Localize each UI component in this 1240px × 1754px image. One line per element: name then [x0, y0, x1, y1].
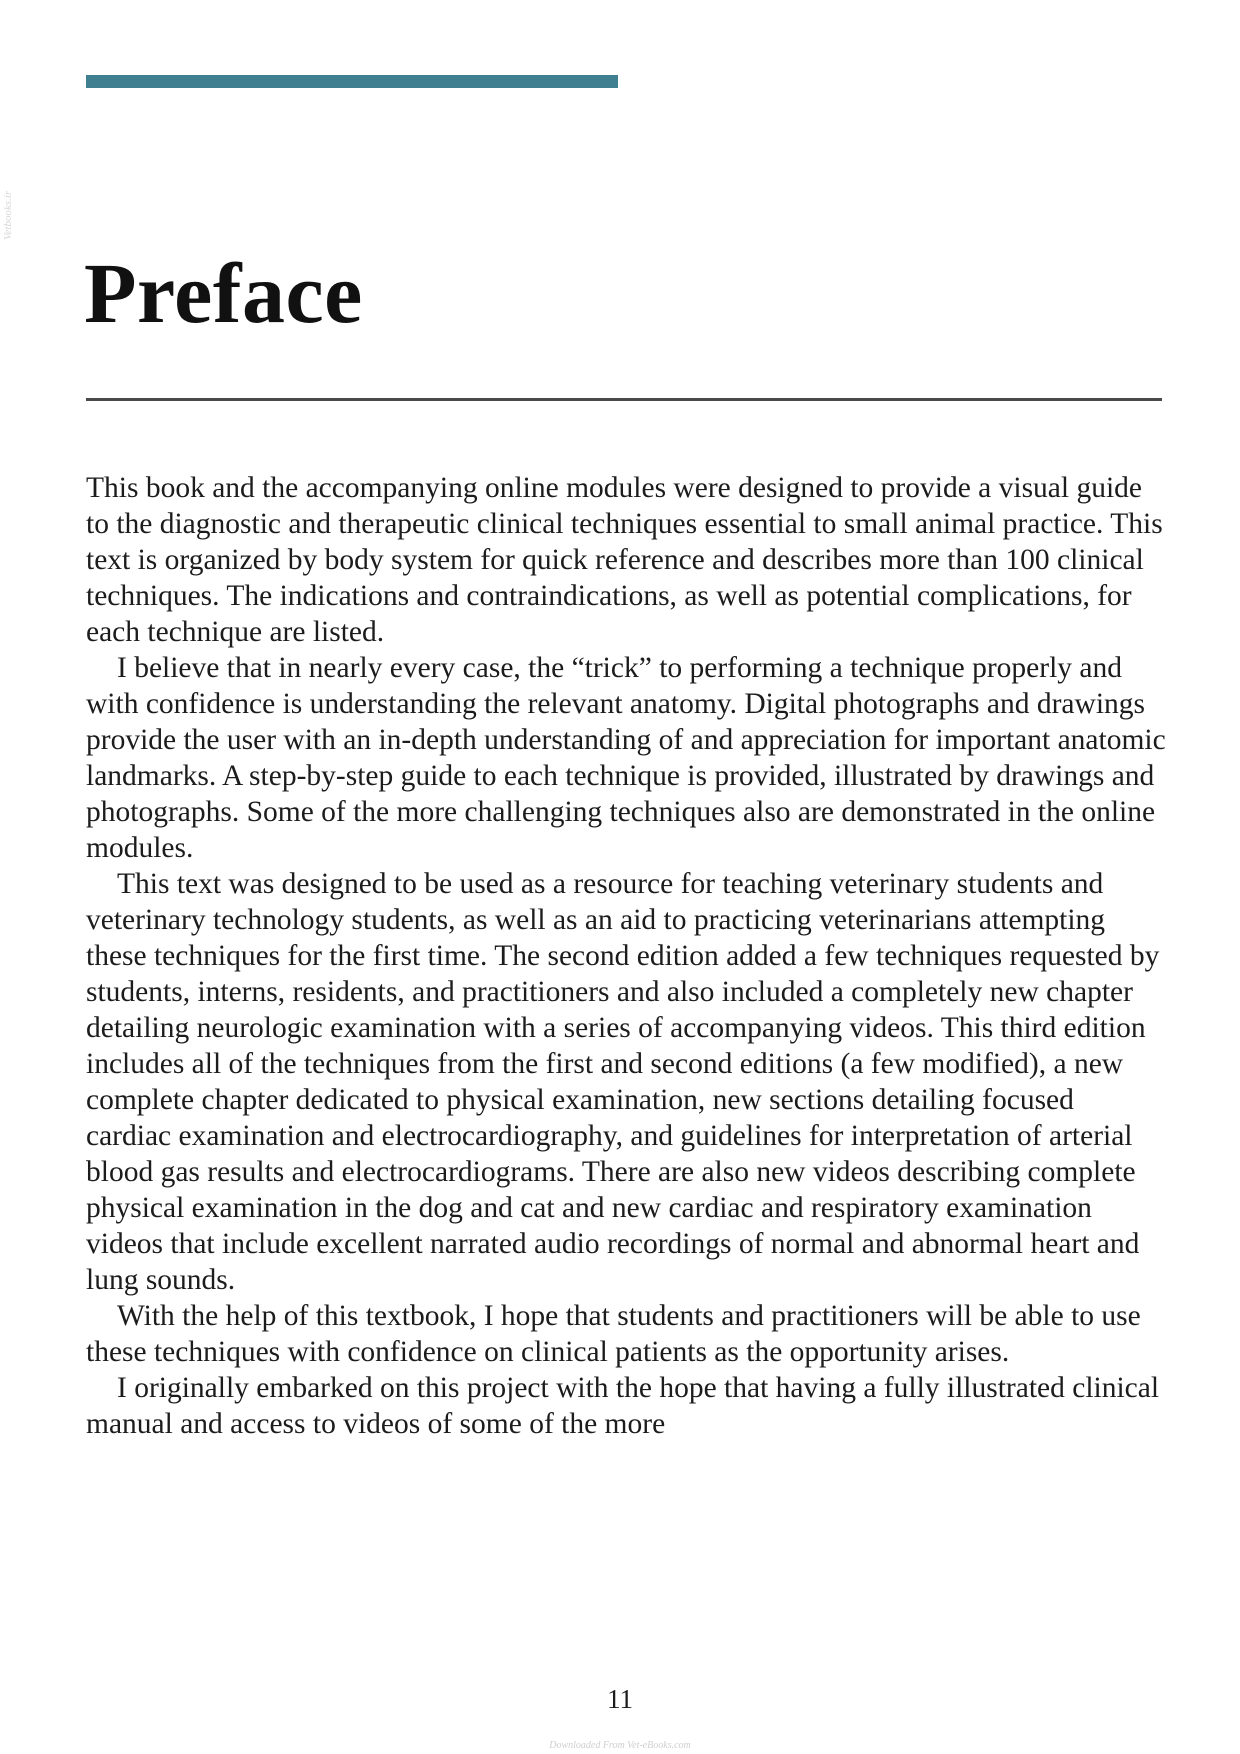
footer-watermark: Downloaded From Vet-eBooks.com: [549, 1740, 691, 1751]
title-divider: [86, 398, 1162, 401]
paragraph-1: This book and the accompanying online modules were designed to provide a visual guide to the diagnostic and therapeutic clinical techniques essential to small animal practice. This text is organized by body system for quick reference and describes more than 100 clinical techniques. The indications and contraindications, as well as potential complications, for each technique are listed.: [86, 472, 1163, 648]
paragraph-2: I believe that in nearly every case, the “trick” to performing a technique properly and with confidence is understanding the relevant anatomy. Digital photographs and drawings provide the user with an in-depth understanding of and appreciation for important anatomic landmarks. A step-by-step guide to each technique is provided, illustrated by drawings and photographs. Some of the more challenging techniques also are demonstrated in the online modules.: [86, 652, 1166, 864]
paragraph-3: This text was designed to be used as a resource for teaching veterinary students and veterinary technology students, as well as an aid to practicing veterinarians attempting these techniques for the first time. The second edition added a few techniques requested by students, interns, residents, and practitioners and also included a completely new chapter detailing neurologic examination with a series of accompanying videos. This third edition includes all of the techniques from the first and second editions (a few modified), a new complete chapter dedicated to physical examination, new sections detailing focused cardiac examination and electrocardiography, and guidelines for interpretation of arterial blood gas results and electrocardiograms. There are also new videos describing complete physical examination in the dog and cat and new cardiac and respiratory examination videos that include excellent narrated audio recordings of normal and abnormal heart and lung sounds.: [86, 868, 1160, 1296]
accent-bar: [86, 75, 618, 88]
side-watermark: Vetbooks.ir: [2, 190, 14, 240]
preface-body: [86, 470, 1166, 1442]
paragraph-5: I originally embarked on this project with the hope that having a fully illustrated clinical manual and access to videos of some of the more: [86, 1372, 1160, 1440]
page-number: 11: [607, 1684, 633, 1714]
paragraph-4: With the help of this textbook, I hope that students and practitioners will be able to use these techniques with confidence on clinical patients as the opportunity arises.: [86, 1300, 1141, 1368]
page-title: Preface: [84, 245, 363, 341]
